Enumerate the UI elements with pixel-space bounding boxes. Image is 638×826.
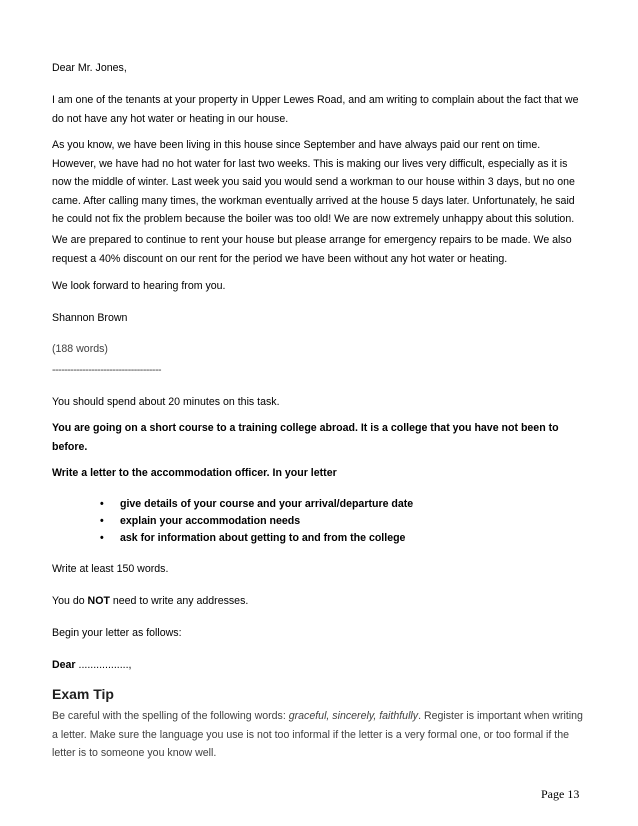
task-prompt: You are going on a short course to a training college abroad. It is a college that you have not been to before. <box>52 422 559 453</box>
bullet-text: explain your accommodation needs <box>120 515 301 527</box>
letter-greeting: Dear Mr. Jones, <box>52 62 127 74</box>
letter-closing: We look forward to hearing from you. <box>52 280 226 292</box>
bullet-icon: • <box>100 532 104 544</box>
task-begin: Begin your letter as follows: <box>52 627 182 639</box>
letter-signature: Shannon Brown <box>52 312 128 324</box>
addresses-not: NOT <box>87 595 110 607</box>
word-count: (188 words) <box>52 343 108 355</box>
dear-label: Dear <box>52 659 76 671</box>
task-time: You should spend about 20 minutes on this task. <box>52 396 280 408</box>
letter-paragraph-2: As you know, we have been living in this house since September and have always paid our rent on time. However, we have had no hot water for last two weeks. This is making our lives very difficult, especially as it is now the middle of winter. Last week you said you would send a workman to our house within 3 days, but no one came. After calling many times, the workman eventually arrived at the house 5 days later. Unfortunately, he said he could not fix the problem because the boiler was too old! We are now extremely unhappy about this solution. <box>52 139 575 225</box>
task-addresses <box>52 592 587 611</box>
letter-paragraph-3: We are prepared to continue to rent your house but please arrange for emergency repairs to be made. We also request a 40% discount on our rent for the period we have been without any hot water or heating. <box>52 234 572 265</box>
exam-tip-words: graceful, sincerely, faithfully <box>288 710 419 722</box>
task-bullet-item <box>100 496 413 513</box>
dear-dots: ................., <box>75 659 132 671</box>
page-number: Page 13 <box>541 787 580 801</box>
task-bullet-item <box>100 513 413 530</box>
addresses-pre: You do <box>52 595 88 607</box>
addresses-post: need to write any addresses. <box>109 595 249 607</box>
task-bullet-item <box>100 530 413 547</box>
separator-line: ------------------------------------ <box>52 364 162 376</box>
task-instruction: Write a letter to the accommodation officer. In your letter <box>52 467 337 479</box>
bullet-icon: • <box>100 515 104 527</box>
task-dear-line <box>52 656 587 675</box>
exam-tip-text <box>52 707 587 763</box>
exam-tip-text-post: . Register is important when writing a letter. Make sure the language you use is not too informal if the letter is a very formal one, or too formal if the letter is to someone you know well. <box>52 710 583 759</box>
exam-tip-text-pre: Be careful with the spelling of the following words: <box>52 710 289 722</box>
task-bullet-list <box>100 496 413 547</box>
letter-paragraph-1: I am one of the tenants at your property in Upper Lewes Road, and am writing to complain about the fact that we do not have any hot water or heating in our house. <box>52 94 579 125</box>
bullet-text: give details of your course and your arrival/departure date <box>120 498 414 510</box>
bullet-icon: • <box>100 498 104 510</box>
bullet-text: ask for information about getting to and from the college <box>120 532 406 544</box>
task-min-words: Write at least 150 words. <box>52 563 169 575</box>
exam-tip-title: Exam Tip <box>52 686 114 702</box>
